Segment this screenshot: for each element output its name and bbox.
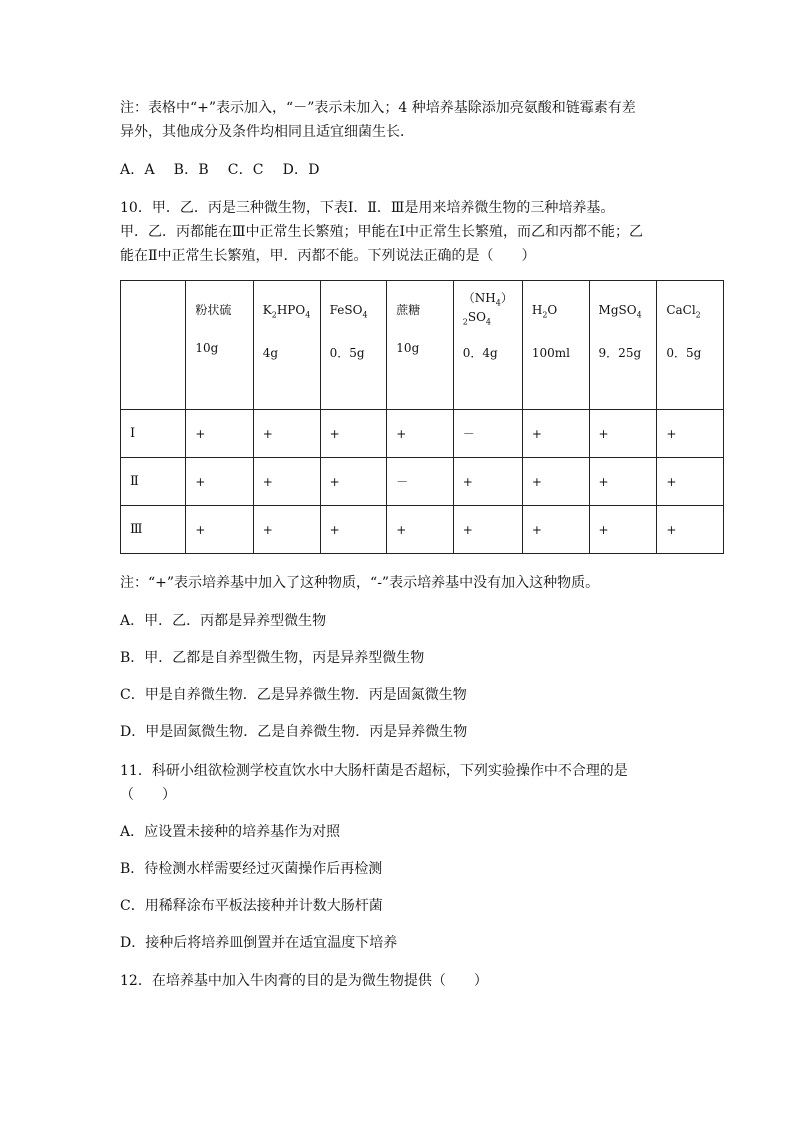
note-line-2: 异外，其他成分及条件均相同且适宜细菌生长．: [120, 124, 414, 140]
table-cell: +: [186, 410, 253, 458]
q10-stem-line-2: 甲．乙．丙都能在Ⅲ中正常生长繁殖；甲能在Ⅰ中正常生长繁殖，而乙和丙都不能；乙: [120, 224, 644, 240]
table-row-3: [121, 506, 724, 554]
q11-stem-line-2: （ ）: [120, 787, 176, 803]
table-cell: －: [453, 410, 522, 458]
col-sucrose: 蔗糖 10g: [387, 281, 453, 410]
table-cell: +: [387, 506, 453, 554]
table-cell: +: [253, 506, 320, 554]
table-cell: +: [387, 410, 453, 458]
table-cell: +: [522, 410, 589, 458]
q10-option-b: B．甲．乙都是自养型微生物，丙是异养型微生物: [120, 650, 425, 666]
table-cell: +: [253, 458, 320, 506]
col-nh4-2so4: $(NH_4)$ $_2SO_4$ 0．4g: [453, 281, 522, 410]
col-mgso4: MgSO$_4$ 9．25g: [589, 281, 657, 410]
q10-option-c: C．甲是自养微生物．乙是异养微生物．丙是固氮微生物: [120, 687, 467, 703]
table-cell: －: [387, 458, 453, 506]
q11-option-b: B．待检测水样需要经过灭菌操作后再检测: [120, 861, 383, 877]
row-label: Ⅲ: [121, 506, 186, 554]
table-cell: +: [589, 410, 657, 458]
table-cell: +: [657, 506, 724, 554]
corner-cell: [121, 281, 186, 410]
row-label: Ⅱ: [121, 458, 186, 506]
col-sulfur: 粉状硫 10g: [186, 281, 253, 410]
col-k2hpo4: $K_2HPO_4$ 4g: [253, 281, 320, 410]
table-cell: +: [186, 458, 253, 506]
table-row-2: [121, 458, 724, 506]
col-feso4: FeSO$_4$ 0．5g: [320, 281, 387, 410]
q10-option-d: D．甲是固氮微生物．乙是自养微生物．丙是异养微生物: [120, 724, 468, 740]
q11-option-a: A．应设置未接种的培养基作为对照: [120, 824, 341, 840]
culture-medium-table: [120, 280, 724, 554]
col-h2o: $H_2O$ 100ml: [522, 281, 589, 410]
col-cacl2: CaCl$_2$ 0．5g: [657, 281, 724, 410]
table-cell: +: [657, 410, 724, 458]
table-cell: +: [589, 506, 657, 554]
q9-options: A．A B．B C．C D．D: [120, 162, 320, 178]
row-label: Ⅰ: [121, 410, 186, 458]
table-cell: +: [253, 410, 320, 458]
table-cell: +: [522, 458, 589, 506]
table-cell: +: [320, 506, 387, 554]
q10-option-a: A．甲．乙．丙都是异养型微生物: [120, 613, 327, 629]
table-cell: +: [320, 410, 387, 458]
table-cell: +: [453, 458, 522, 506]
table-cell: +: [589, 458, 657, 506]
note-line-1: 注：表格中“+”表示加入，“－”表示未加入；4 种培养基除添加亮氨酸和链霉素有差: [120, 100, 636, 116]
table-header-row: [121, 281, 724, 410]
table-cell: +: [320, 458, 387, 506]
q11-option-c: C．用稀释涂布平板法接种并计数大肠杆菌: [120, 898, 383, 914]
q11-stem-line-1: 11．科研小组欲检测学校直饮水中大肠杆菌是否超标，下列实验操作中不合理的是: [120, 763, 628, 779]
q10-stem-line-1: 10．甲．乙．丙是三种微生物，下表Ⅰ．Ⅱ．Ⅲ是用来培养微生物的三种培养基。: [120, 200, 615, 216]
q11-option-d: D．接种后将培养皿倒置并在适宜温度下培养: [120, 935, 398, 951]
table-cell: +: [186, 506, 253, 554]
q10-stem-line-3: 能在Ⅱ中正常生长繁殖，甲．丙都不能。下列说法正确的是（ ）: [120, 248, 536, 264]
table-cell: +: [453, 506, 522, 554]
table-note: 注：“+”表示培养基中加入了这种物质，“-”表示培养基中没有加入这种物质。: [120, 575, 600, 591]
table-cell: +: [657, 458, 724, 506]
q12-stem: 12．在培养基中加入牛肉膏的目的是为微生物提供（ ）: [120, 973, 488, 989]
table-row-1: [121, 410, 724, 458]
table-cell: +: [522, 506, 589, 554]
